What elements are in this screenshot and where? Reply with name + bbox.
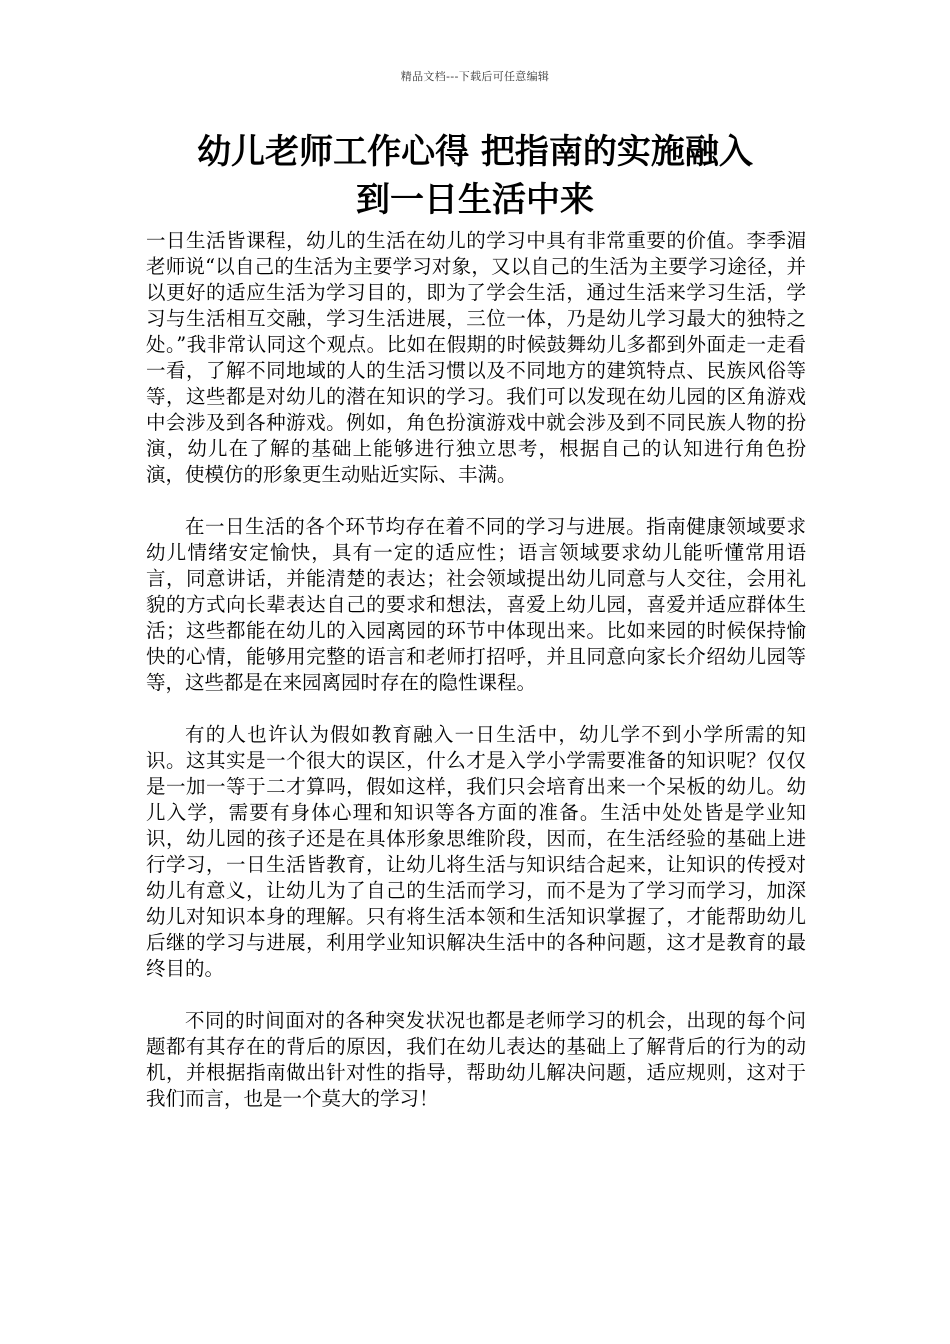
paragraph-3: 有的人也许认为假如教育融入一日生活中，幼儿学不到小学所需的知识。这其实是一个很大的误区，什么才是入学小学需要准备的知识呢？仅仅是一加一等于二才算吗，假如这样，我们只会培育出来一个呆板的幼儿。幼儿入学，需要有身体心理和知识等各方面的准备。生活中处处皆是学业知识，幼儿园的孩子还是在具体形象思维阶段，因而，在生活经验的基础上进行学习，一日生活皆教育，让幼儿将生活与知识结合起来，让知识的传授对幼儿有意义，让幼儿为了自己的生活而学习，而不是为了学习而学习，加深幼儿对知识本身的理解。只有将生活本领和生活知识掌握了，才能帮助幼儿后继的学习与进展，利用学业知识解决生活中的各种问题，这才是教育的最终目的。 [146,723,806,980]
title-line-1: 幼儿老师工作心得 把指南的实施融入 [197,132,753,172]
paragraph-1: 一日生活皆课程，幼儿的生活在幼儿的学习中具有非常重要的价值。李季湄老师说“以自己的生活为主要学习对象，又以自己的生活为主要学习途径，并以更好的适应生活为学习目的，即为了学会生活，通过生活来学习生活，学习与生活相互交融，学习生活进展，三位一体，乃是幼儿学习最大的独特之处。”我非常认同这个观点。比如在假期的时候鼓舞幼儿多都到外面走一走看一看，了解不同地域的人的生活习惯以及不同地方的建筑特点、民族风俗等等，这些都是对幼儿的潜在知识的学习。我们可以发现在幼儿园的区角游戏中会涉及到各种游戏。例如，角色扮演游戏中就会涉及到不同民族人物的扮演，幼儿在了解的基础上能够进行独立思考，根据自己的认知进行角色扮演，使模仿的形象更生动贴近实际、丰满。 [146,229,806,486]
title-line-2: 到一日生活中来 [356,180,594,220]
paragraph-4: 不同的时间面对的各种突发状况也都是老师学习的机会，出现的每个问题都有其存在的背后的原因，我们在幼儿表达的基础上了解背后的行为的动机，并根据指南做出针对性的指导，帮助幼儿解决问题，适应规则，这对于我们而言，也是一个莫大的学习！ [146,1009,806,1110]
document-title [120,128,830,224]
paragraph-2: 在一日生活的各个环节均存在着不同的学习与进展。指南健康领域要求幼儿情绪安定愉快，具有一定的适应性；语言领域要求幼儿能听懂常用语言，同意讲话，并能清楚的表达；社会领域提出幼儿同意与人交往，会用礼貌的方式向长辈表达自己的要求和想法，喜爱上幼儿园，喜爱并适应群体生活；这些都能在幼儿的入园离园的环节中体现出来。比如来园的时候保持愉快的心情，能够用完整的语言和老师打招呼，并且同意向家长介绍幼儿园等等，这些都是在来园离园时存在的隐性课程。 [146,515,806,694]
document-body [146,228,806,1138]
header-note: 精品文档---下载后可任意编辑 [400,70,550,83]
